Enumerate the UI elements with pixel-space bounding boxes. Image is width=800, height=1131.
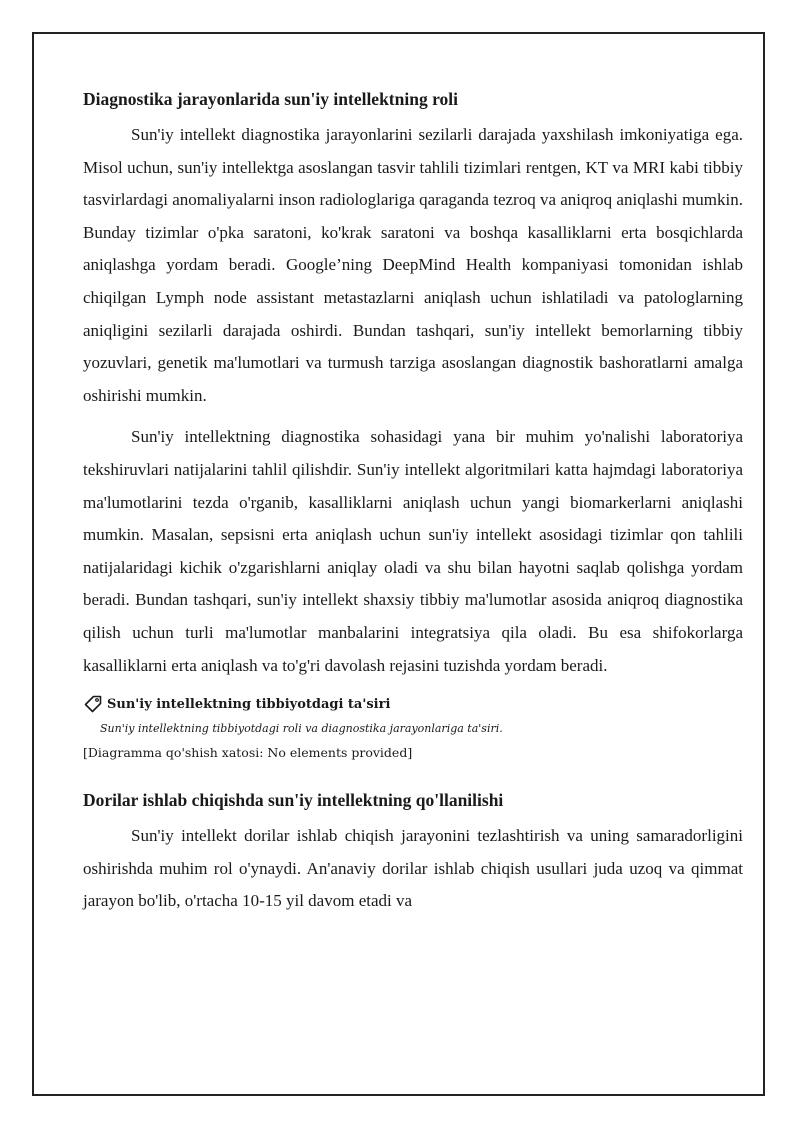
diagram-error-message: [Diagramma qo'shish xatosi: No elements provided] (83, 745, 413, 761)
body-paragraph: Sun'iy intellekt diagnostika jarayonlarini sezilarli darajada yaxshilash imkoniyatiga ega. Misol uchun, sun'iy intellektga asoslangan tasvir tahlili tizimlari rentgen, KT va MRI kabi tibbiy tasvirlardagi anomaliyalarni inson radiologlariga qaraganda tezroq va aniqroq aniqlashi mumkin. Bunday tizimlar o'pka saratoni, ko'krak saratoni va boshqa kasalliklarni erta bosqichlarda aniqlashga yordam beradi. Google’ning DeepMind Health kompaniyasi tomonidan ishlab chiqilgan Lymph node assistant metastazlarni aniqlash uchun ishlatiladi va patologlarning aniqligini sezilarli darajada oshirdi. Bundan tashqari, sun'iy intellekt bemorlarning tibbiy yozuvlari, genetik ma'lumotlari va turmush tarziga asoslangan diagnostik bashoratlarni amalga oshirishi mumkin. (83, 125, 743, 405)
body-paragraph: Sun'iy intellektning diagnostika sohasidagi yana bir muhim yo'nalishi laboratoriya tekshiruvlari natijalarini tahlil qilishdir. Sun'iy intellekt algoritmilari katta hajmdagi laboratoriya ma'lumotlarini tezda o'rganib, kasalliklarni aniqlash uchun yangi biomarkerlarni aniqlashi mumkin. Masalan, sepsisni erta aniqlash uchun sun'iy intellekt asosidagi tizimlar qon tahlili natijalaridagi kichik o'zgarishlarni aniqlay oladi va shu bilan hayotni saqlab qolishga yordam beradi. Bundan tashqari, sun'iy intellekt shaxsiy tibbiy ma'lumotlar asosida aniqroq diagnostika qilish uchun turli ma'lumotlar manbalarini integratsiya qila oladi. Bu esa shifokorlarga kasalliklarni erta aniqlash va to'g'ri davolash rejasini tuzishda yordam beradi. (83, 427, 743, 675)
diagram-caption: Sun'iy intellektning tibbiyotdagi roli va diagnostika jarayonlariga ta'siri. (100, 722, 503, 736)
section-heading-drug-development: Dorilar ishlab chiqishda sun'iy intellektning qo'llanilishi (83, 790, 504, 811)
body-paragraph: Sun'iy intellekt dorilar ishlab chiqish jarayonini tezlashtirish va uning samaradorligini oshirishda muhim rol o'ynaydi. An'anaviy dorilar ishlab chiqish usullari juda uzoq va qimmat jarayon bo'lib, o'rtacha 10-15 yil davom etadi va (83, 826, 743, 911)
document-content (83, 88, 743, 918)
tag-icon (83, 694, 103, 714)
diagram-title-row (83, 693, 743, 715)
diagram-placeholder (83, 693, 743, 763)
diagram-title: Sun'iy intellektning tibbiyotdagi ta'siri (107, 696, 391, 712)
section-heading-diagnostics: Diagnostika jarayonlarida sun'iy intellektning roli (83, 89, 459, 109)
